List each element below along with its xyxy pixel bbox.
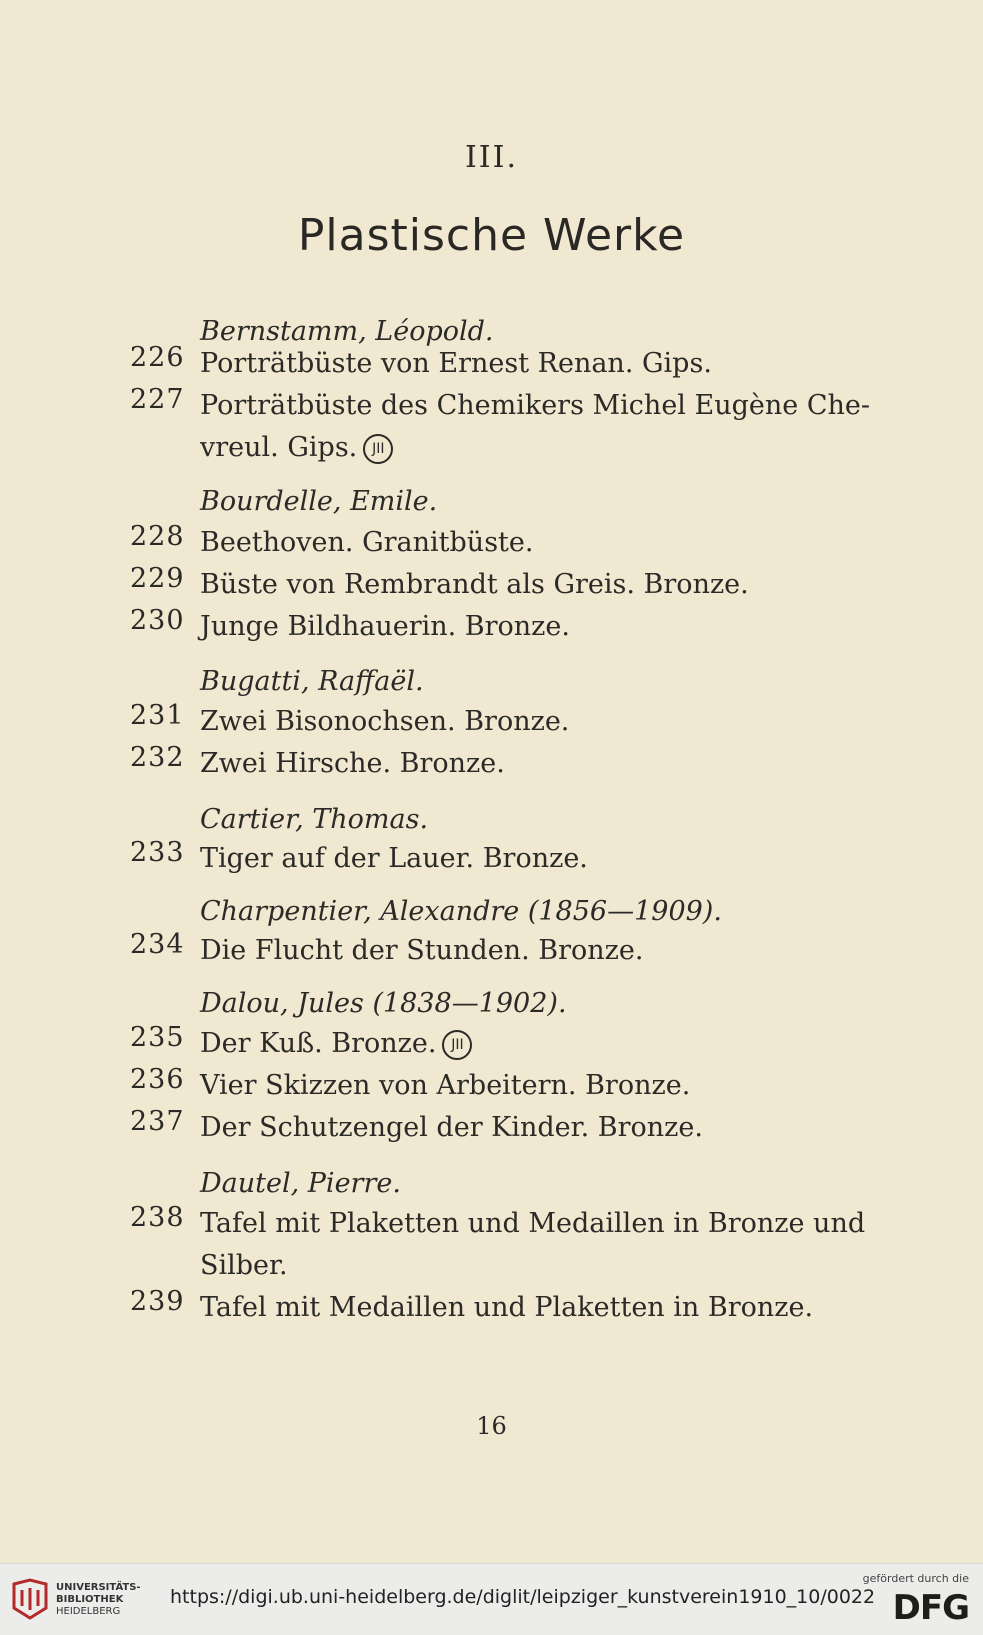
entry-number: 237 — [130, 1106, 185, 1137]
entry-text: Zwei Bisonochsen. Bronze. — [200, 706, 570, 737]
funding-caption: gefördert durch die — [862, 1572, 969, 1585]
section-number: III. — [464, 140, 519, 175]
artist-name: Charpentier, Alexandre (1856—1909). — [200, 896, 722, 927]
entry-text: Die Flucht der Stunden. Bronze. — [200, 935, 644, 966]
artist-name: Dalou, Jules (1838—1902). — [200, 988, 567, 1019]
entry-text: Tiger auf der Lauer. Bronze. — [200, 843, 588, 874]
entry-number: 239 — [130, 1286, 185, 1317]
entry-text: Büste von Rembrandt als Greis. Bronze. — [200, 569, 749, 600]
university-logo-icon — [10, 1578, 50, 1620]
entry-number: 238 — [130, 1202, 185, 1233]
jm-mark-icon: JII — [363, 434, 393, 464]
entry-text-line2: Silber. — [200, 1250, 288, 1281]
entry-text: Der Schutzengel der Kinder. Bronze. — [200, 1112, 703, 1143]
institution-line: UNIVERSITÄTS- — [56, 1582, 141, 1593]
entry-text-line2 — [200, 426, 940, 469]
institution-line: BIBLIOTHEK — [56, 1594, 124, 1605]
permalink-url[interactable]: https://digi.ub.uni-heidelberg.de/diglit/leipziger_kunstverein1910_10/0022 — [170, 1586, 876, 1608]
entry-text: Beethoven. Granitbüste. — [200, 527, 534, 558]
entry-text: Porträtbüste des Chemikers Michel Eugène Che- — [200, 390, 870, 421]
entry-text: Der Kuß. Bronze. — [200, 1028, 437, 1059]
entry-number: 235 — [130, 1022, 185, 1053]
entry-text: Junge Bildhauerin. Bronze. — [200, 611, 570, 642]
artist-name: Cartier, Thomas. — [200, 804, 429, 835]
entry-number: 234 — [130, 929, 185, 960]
artist-name: Bugatti, Raffaël. — [200, 666, 424, 697]
entry-number: 236 — [130, 1064, 185, 1095]
entry-number: 226 — [130, 342, 185, 373]
entry-text-with-mark — [200, 1022, 940, 1065]
entry-text: Porträtbüste von Ernest Renan. Gips. — [200, 348, 712, 379]
artist-name: Bourdelle, Emile. — [200, 486, 438, 517]
artist-name: Bernstamm, Léopold. — [200, 316, 494, 347]
entry-number: 232 — [130, 742, 185, 773]
entry-text: Vier Skizzen von Arbeitern. Bronze. — [200, 1070, 691, 1101]
institution-name — [56, 1582, 141, 1618]
entry-number: 228 — [130, 521, 185, 552]
jm-mark-icon: JII — [442, 1030, 472, 1060]
section-title: Plastische Werke — [297, 210, 686, 261]
institution-line: HEIDELBERG — [56, 1606, 121, 1617]
entry-number: 233 — [130, 837, 185, 868]
page-number: 16 — [476, 1412, 507, 1440]
entry-number: 231 — [130, 700, 185, 731]
entry-number: 227 — [130, 384, 185, 415]
entry-text: Zwei Hirsche. Bronze. — [200, 748, 505, 779]
entry-number: 230 — [130, 605, 185, 636]
entry-text: Tafel mit Medaillen und Plaketten in Bronze. — [200, 1292, 814, 1323]
artist-name: Dautel, Pierre. — [200, 1168, 401, 1199]
dfg-logo: DFG — [892, 1588, 969, 1628]
entry-text-continuation: vreul. Gips. — [200, 432, 358, 463]
viewer-footer — [0, 1563, 983, 1635]
entry-number: 229 — [130, 563, 185, 594]
entry-text: Tafel mit Plaketten und Medaillen in Bronze und — [200, 1208, 866, 1239]
